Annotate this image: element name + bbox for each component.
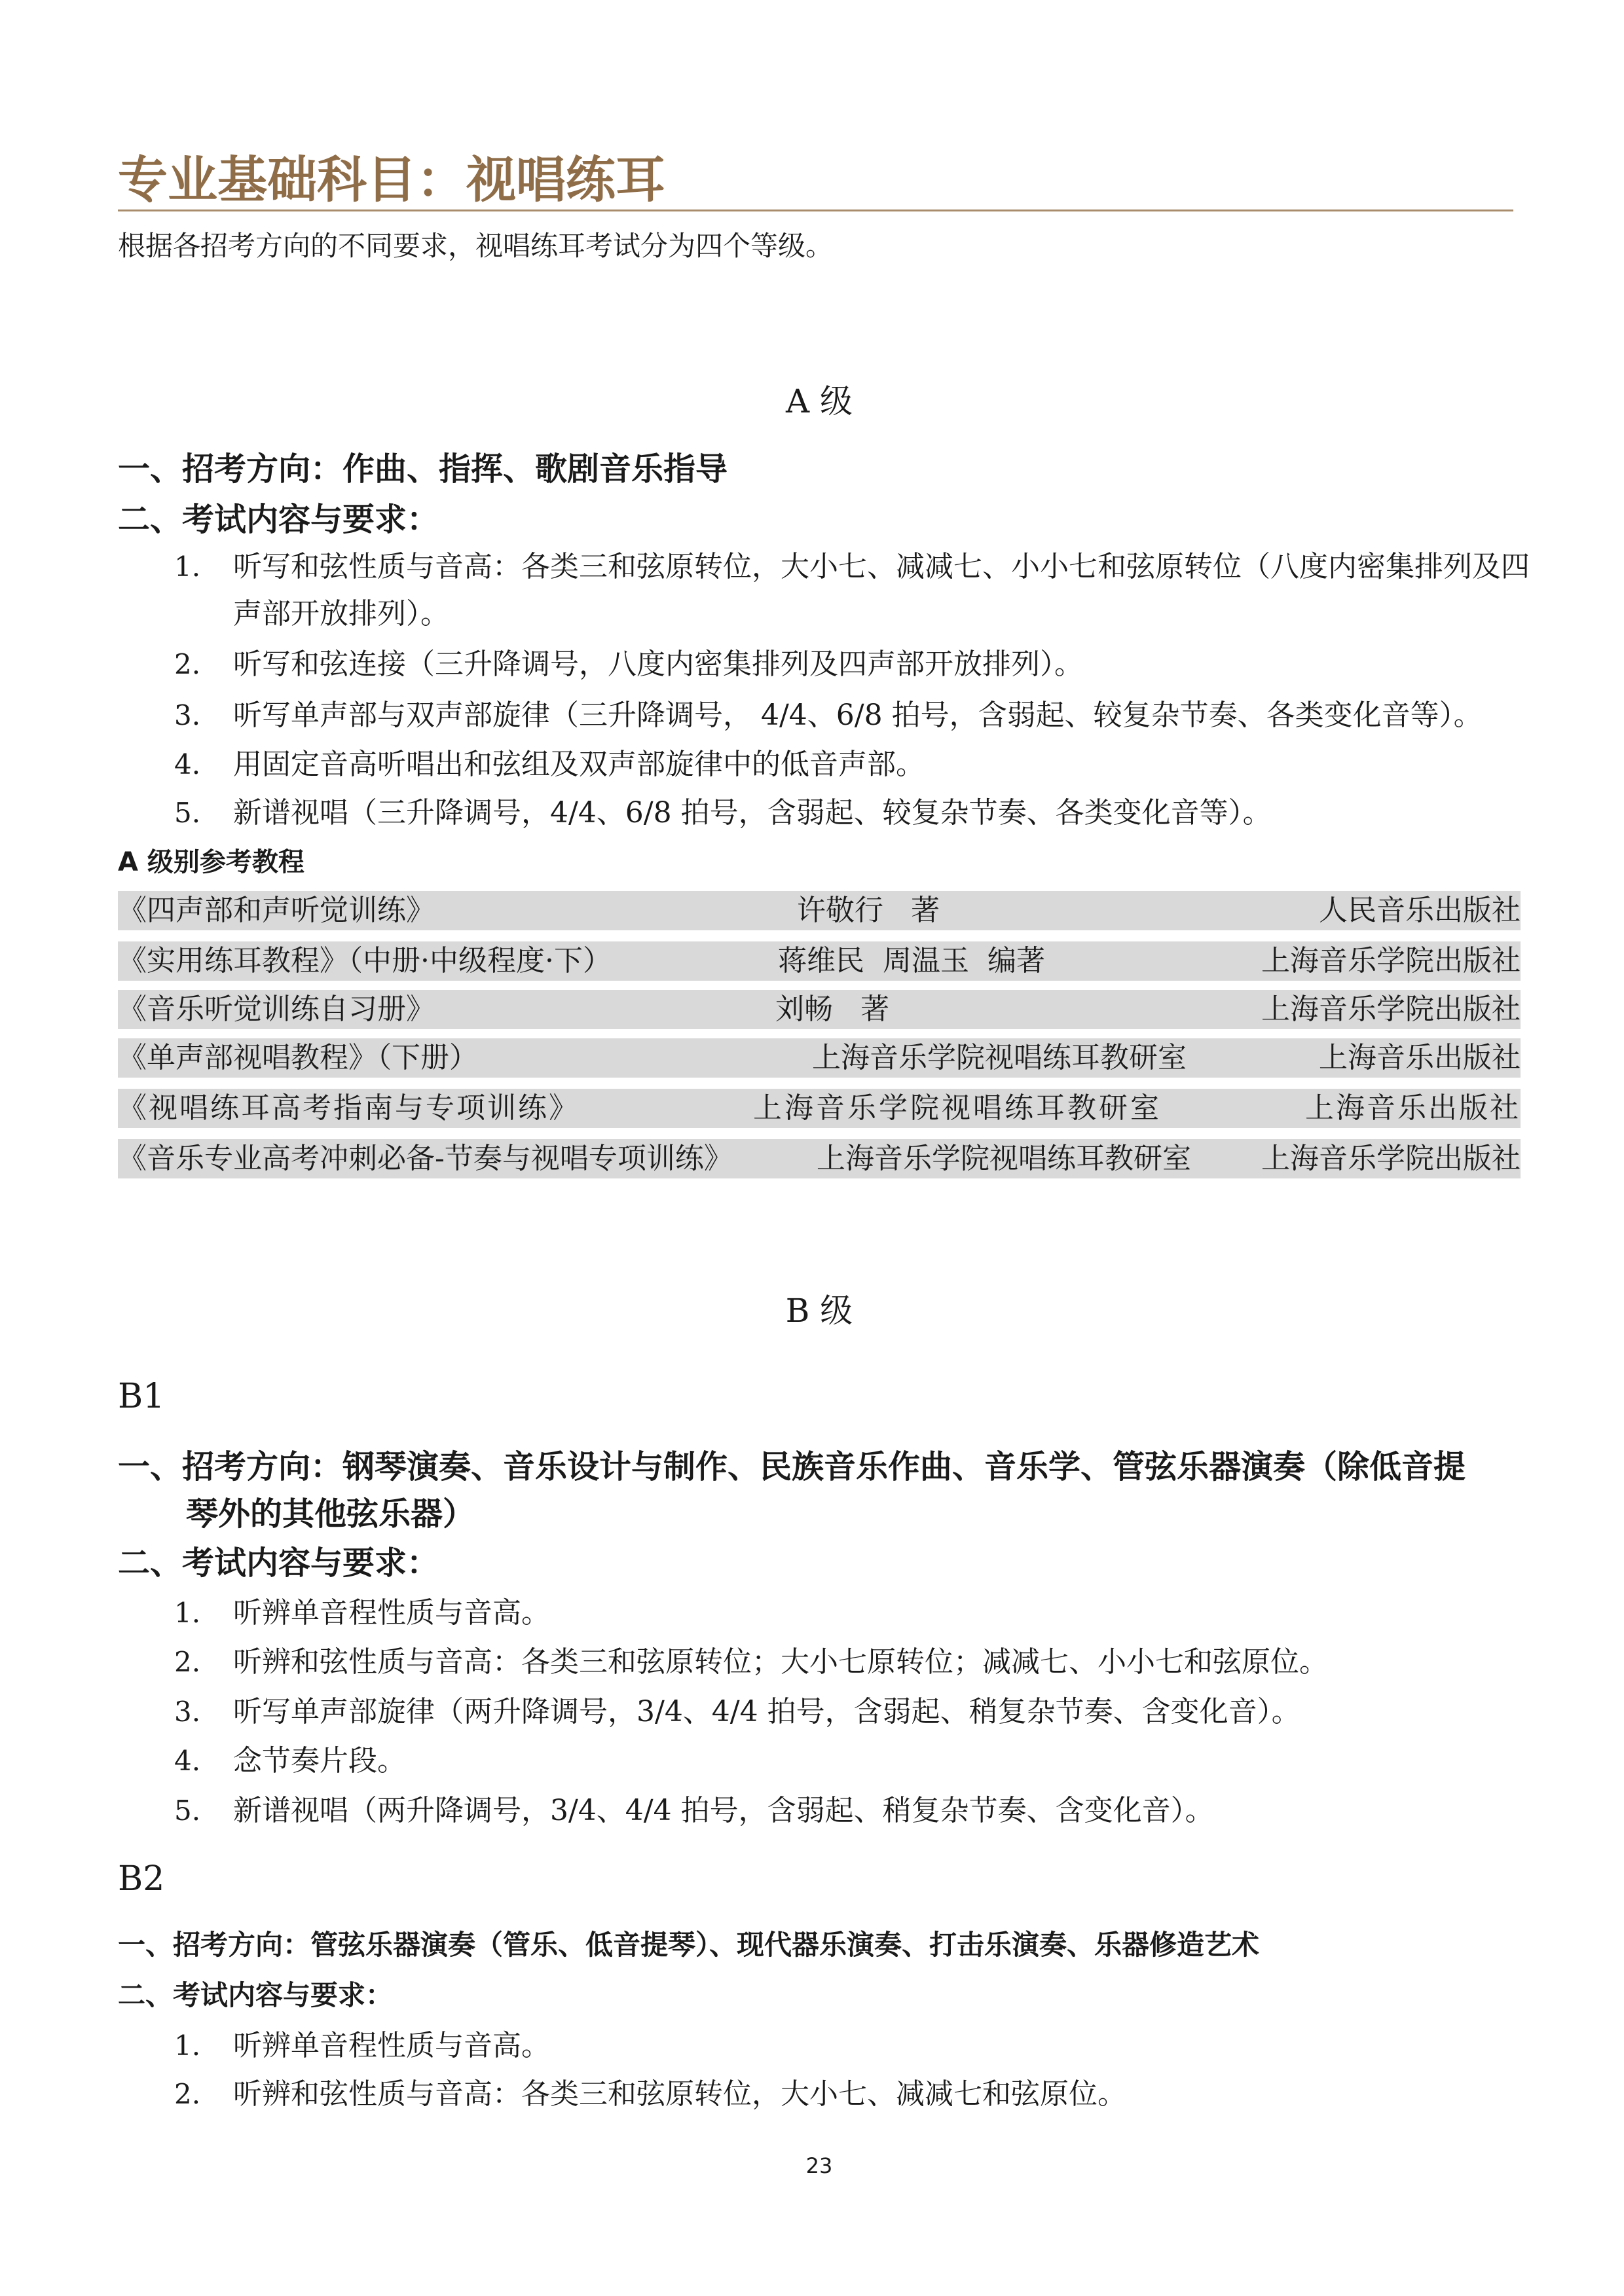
list-item-text: 听辨单音程性质与音高。	[233, 1596, 550, 1630]
page-title: 专业基础科目：视唱练耳	[118, 151, 665, 209]
list-item-number: 2.	[174, 648, 201, 680]
list-item-number: 1.	[174, 2030, 201, 2062]
b1-direction-continuation: 琴外的其他弦乐器）	[186, 1495, 475, 1533]
reference-author: 上海音乐学院视唱练耳教研室	[812, 1041, 1187, 1074]
list-item-text: 念节奏片段。	[233, 1744, 406, 1777]
reference-publisher: 上海音乐出版社	[1305, 1091, 1521, 1125]
list-item-text: 听写单声部与双声部旋律（三升降调号， 4/4、6/8 拍号，含弱起、较复杂节奏、各类变化音等）。	[233, 699, 1483, 732]
list-item-continuation: 声部开放排列）。	[233, 597, 449, 630]
reference-title: 《音乐听觉训练自习册》	[118, 993, 435, 1026]
reference-publisher: 人民音乐出版社	[1319, 894, 1521, 927]
b2-heading: B2	[118, 1859, 165, 1899]
list-item-text: 新谱视唱（两升降调号，3/4、4/4 拍号，含弱起、稍复杂节奏、含变化音）。	[233, 1794, 1214, 1827]
reference-author: 蒋维民 周温玉 编著	[778, 944, 1045, 977]
reference-publisher: 上海音乐学院出版社	[1261, 944, 1521, 977]
list-item-number: 5.	[174, 1795, 201, 1827]
page-number: 23	[805, 2153, 833, 2178]
b1-requirements-heading: 二、考试内容与要求：	[118, 1544, 439, 1582]
title-underline	[118, 210, 1513, 211]
reference-row	[118, 1139, 1521, 1178]
reference-title: 《实用练耳教程》（中册·中级程度·下）	[118, 944, 612, 977]
list-item-text: 听写和弦性质与音高：各类三和弦原转位，大小七、减减七、小小七和弦原转位（八度内密集排列及四	[233, 550, 1530, 583]
level-b-heading: B 级	[785, 1292, 853, 1330]
reference-title: 《音乐专业高考冲刺必备-节奏与视唱专项训练》	[118, 1142, 733, 1175]
list-item-text: 听写和弦连接（三升降调号，八度内密集排列及四声部开放排列）。	[233, 647, 1083, 681]
reference-publisher: 上海音乐学院出版社	[1261, 1142, 1521, 1175]
list-item-text: 听辨和弦性质与音高：各类三和弦原转位，大小七、减减七和弦原位。	[233, 2077, 1126, 2111]
b2-requirements-heading: 二、考试内容与要求：	[118, 1979, 394, 2011]
list-item-text: 听辨单音程性质与音高。	[233, 2029, 550, 2062]
list-item-number: 1.	[174, 551, 201, 583]
b1-direction: 一、招考方向：钢琴演奏、音乐设计与制作、民族音乐作曲、音乐学、管弦乐器演奏（除低音提	[118, 1448, 1466, 1485]
list-item-number: 3.	[174, 1696, 201, 1728]
reference-title: 《四声部和声听觉训练》	[118, 894, 435, 927]
reference-author: 上海音乐学院视唱练耳教研室	[817, 1142, 1191, 1175]
reference-title: 《视唱练耳高考指南与专项训练》	[118, 1091, 580, 1125]
list-item-number: 2.	[174, 1646, 201, 1678]
reference-publisher: 上海音乐学院出版社	[1261, 993, 1521, 1026]
reference-row	[118, 1089, 1521, 1128]
list-item-text: 用固定音高听唱出和弦组及双声部旋律中的低音声部。	[233, 748, 925, 781]
reference-row	[118, 941, 1521, 981]
list-item-number: 4.	[174, 748, 201, 780]
reference-heading: A 级别参考教程	[118, 847, 304, 877]
b2-direction: 一、招考方向：管弦乐器演奏（管乐、低音提琴）、现代器乐演奏、打击乐演奏、乐器修造艺术	[118, 1929, 1260, 1961]
list-item-text: 听写单声部旋律（两升降调号，3/4、4/4 拍号，含弱起、稍复杂节奏、含变化音）。	[233, 1695, 1301, 1728]
reference-row	[118, 891, 1521, 930]
list-item-number: 2.	[174, 2078, 201, 2110]
level-a-heading: A 级	[785, 382, 853, 420]
list-item-number: 3.	[174, 699, 201, 731]
list-item-text: 听辨和弦性质与音高：各类三和弦原转位；大小七原转位；减减七、小小七和弦原位。	[233, 1645, 1328, 1679]
reference-row	[118, 1038, 1521, 1078]
level-a-direction: 一、招考方向：作曲、指挥、歌剧音乐指导	[118, 450, 728, 488]
list-item-number: 4.	[174, 1745, 201, 1777]
reference-author: 许敬行 著	[797, 894, 940, 927]
list-item-number: 1.	[174, 1597, 201, 1629]
reference-row	[118, 990, 1521, 1029]
reference-author: 上海音乐学院视唱练耳教研室	[753, 1091, 1162, 1125]
reference-author: 刘畅 著	[775, 993, 889, 1026]
reference-title: 《单声部视唱教程》（下册）	[118, 1041, 478, 1074]
level-a-requirements-heading: 二、考试内容与要求：	[118, 501, 439, 538]
reference-publisher: 上海音乐出版社	[1319, 1041, 1521, 1074]
intro-text: 根据各招考方向的不同要求，视唱练耳考试分为四个等级。	[118, 230, 834, 262]
b1-heading: B1	[118, 1377, 165, 1416]
list-item-number: 5.	[174, 797, 201, 829]
list-item-text: 新谱视唱（三升降调号，4/4、6/8 拍号，含弱起、较复杂节奏、各类变化音等）。	[233, 796, 1272, 829]
